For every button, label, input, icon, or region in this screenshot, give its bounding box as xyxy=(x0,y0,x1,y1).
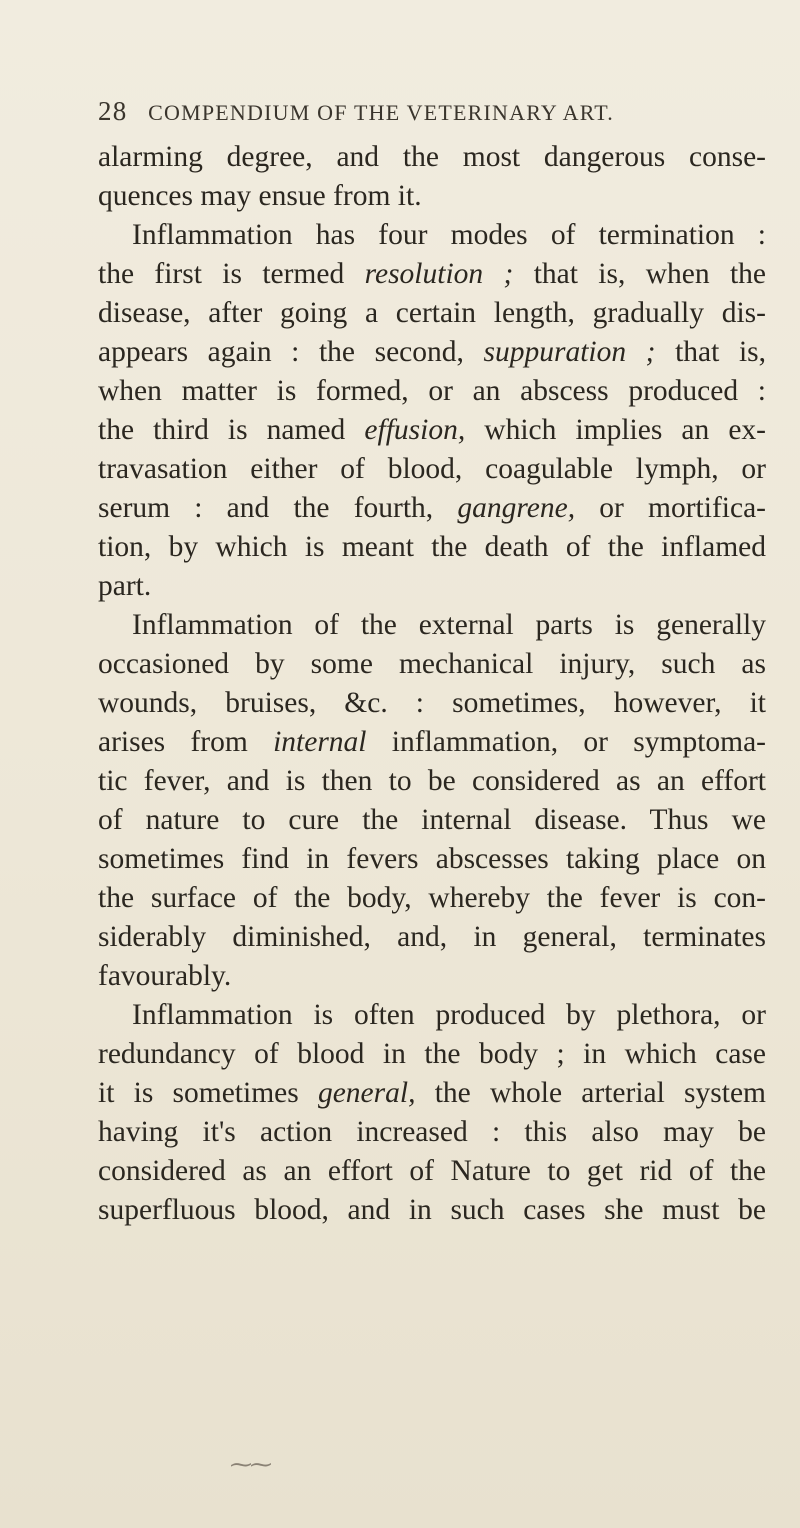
text-line: having it's action increased : this also may be xyxy=(98,1116,766,1148)
text-line: tic fever, and is then to be considered as an effort xyxy=(98,765,766,797)
italic-term: general, xyxy=(317,1077,416,1109)
text-line: favourably. xyxy=(98,960,232,992)
text-run: the whole arterial system xyxy=(415,1077,766,1109)
text-line: disease, after going a certain length, gradually dis- xyxy=(98,297,766,329)
text-run: it is sometimes xyxy=(98,1077,318,1109)
text-line: sometimes find in fevers abscesses taking place on xyxy=(98,843,766,875)
text-run: the third is named xyxy=(98,414,365,446)
text-line: considered as an effort of Nature to get rid of the xyxy=(98,1155,766,1187)
italic-term: suppuration ; xyxy=(483,336,656,368)
text-line xyxy=(98,723,766,762)
text-line: redundancy of blood in the body ; in which case xyxy=(98,1038,766,1070)
text-line: the surface of the body, whereby the fever is con- xyxy=(98,882,766,914)
text-line xyxy=(98,489,766,528)
text-run: arises from xyxy=(98,726,274,758)
text-line: part. xyxy=(98,570,152,602)
text-line: superfluous blood, and in such cases she must be xyxy=(98,1194,766,1226)
running-title: COMPENDIUM OF THE VETERINARY ART. xyxy=(148,100,614,125)
italic-term: internal xyxy=(273,726,367,758)
text-line: tion, by which is meant the death of the inflamed xyxy=(98,531,766,563)
text-line: occasioned by some mechanical injury, such as xyxy=(98,648,766,680)
body-text xyxy=(98,138,766,1230)
paragraph-start-line: Inflammation has four modes of termination : xyxy=(132,219,766,251)
text-run: or mortifica- xyxy=(575,492,766,524)
text-line: alarming degree, and the most dangerous conse- xyxy=(98,141,766,173)
text-line: wounds, bruises, &c. : sometimes, however, it xyxy=(98,687,766,719)
text-line: of nature to cure the internal disease. Thus we xyxy=(98,804,766,836)
italic-term: effusion, xyxy=(364,414,466,446)
printers-flourish-mark: ⁓⁓ xyxy=(230,1452,270,1477)
text-run: appears again : the second, xyxy=(98,336,484,368)
text-run: that is, when the xyxy=(513,258,766,290)
italic-term: resolution ; xyxy=(364,258,514,290)
text-line: quences may ensue from it. xyxy=(98,180,422,212)
paragraph-start-line: Inflammation of the external parts is generally xyxy=(132,609,766,641)
text-run: serum : and the fourth, xyxy=(98,492,458,524)
text-line: travasation either of blood, coagulable lymph, or xyxy=(98,453,766,485)
text-line: when matter is formed, or an abscess produced : xyxy=(98,375,766,407)
text-line xyxy=(98,255,766,294)
paragraph-start-line: Inflammation is often produced by plethora, or xyxy=(132,999,766,1031)
running-header xyxy=(98,96,614,127)
text-line xyxy=(98,411,766,450)
text-line xyxy=(98,1074,766,1113)
page-number: 28 xyxy=(98,96,128,126)
text-run: which implies an ex- xyxy=(465,414,766,446)
text-line: siderably diminished, and, in general, terminates xyxy=(98,921,766,953)
italic-term: gangrene, xyxy=(457,492,576,524)
text-run: that is, xyxy=(655,336,766,368)
text-line xyxy=(98,333,766,372)
text-run: inflammation, or symptoma- xyxy=(366,726,766,758)
text-run: the first is termed xyxy=(98,258,365,290)
